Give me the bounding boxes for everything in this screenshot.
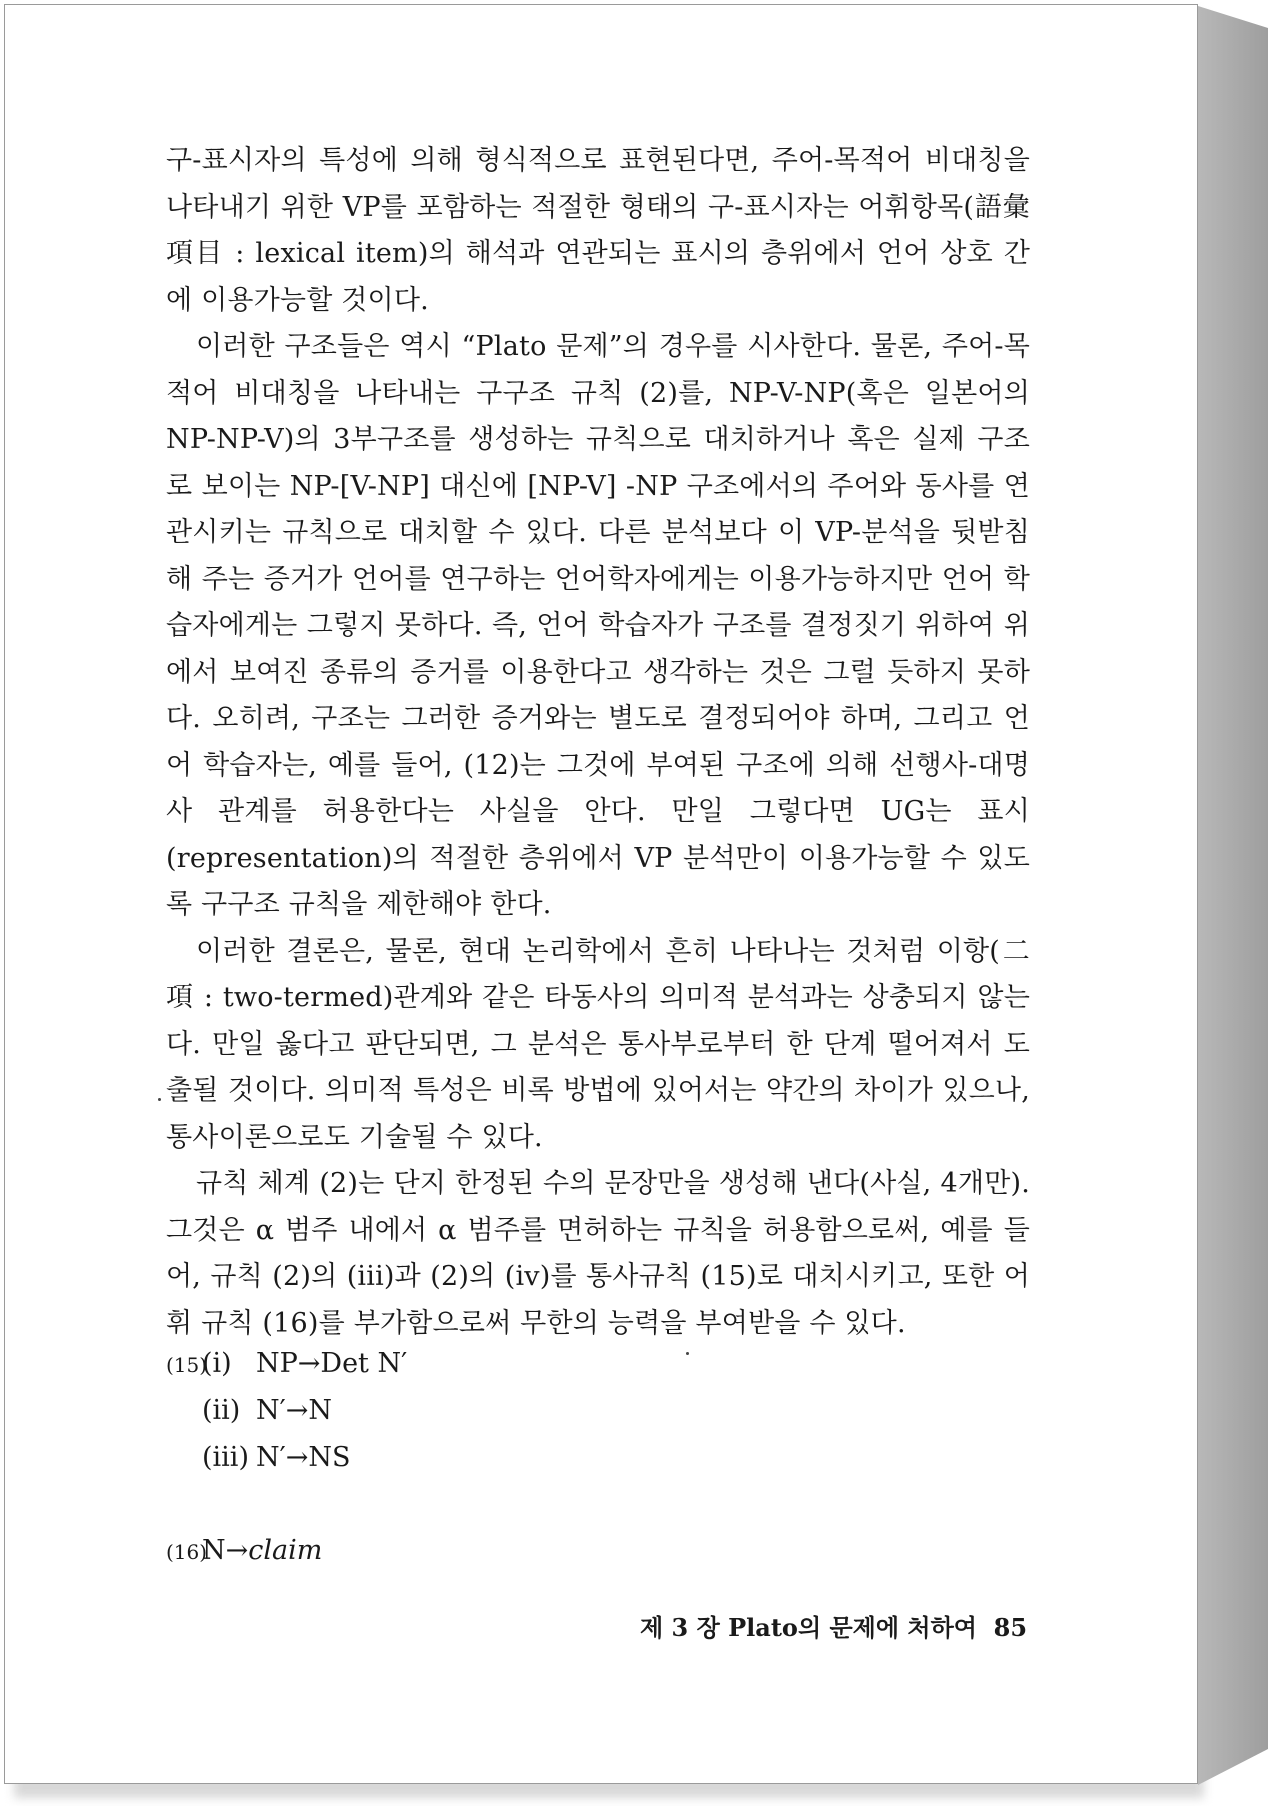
rule-16-rhs: claim bbox=[248, 1535, 323, 1566]
rule-15-line-2 bbox=[166, 1387, 407, 1434]
rule-16-line bbox=[166, 1527, 407, 1574]
scan-speck bbox=[158, 1098, 161, 1101]
rule-number-15: (15) bbox=[166, 1353, 208, 1377]
rule-sub-iii: (iii) bbox=[202, 1442, 249, 1473]
paragraph-2: 이러한 구조들은 역시 “Plato 문제”의 경우를 시사한다. 물론, 주어-목적어 비대칭을 나타내는 구구조 규칙 (2)를, NP-V-NP(혹은 일본어의 NP-NP-V)의 3부구조를 생성하는 규칙으로 대치하거나 혹은 실제 구조로 보이는 NP-[V-NP] 대신에 [NP-V] -NP 구조에서의 주어와 동사를 연관시키는 규칙으로 대치할 수 있다. 다른 분석보다 이 VP-분석을 뒷받침해 주는 증거가 언어를 연구하는 언어학자에게는 이용가능하지만 언어 학습자에게는 그렇지 못하다. 즉, 언어 학습자가 구조를 결정짓기 위하여 위에서 보여진 종류의 증거를 이용한다고 생각하는 것은 그럴 듯하지 못하다. 오히려, 구조는 그러한 증거와는 별도로 결정되어야 하며, 그리고 언어 학습자는, 예를 들어, (12)는 그것에 부여된 구조에 의해 선행사-대명사 관계를 허용한다는 사실을 안다. 만일 그렇다면 UG는 표시(representation)의 적절한 층위에서 VP 분석만이 이용가능할 수 있도록 구구조 규칙을 제한해야 한다. bbox=[166, 331, 1030, 920]
paragraph-3: 이러한 결론은, 물론, 현대 논리학에서 흔히 나타나는 것처럼 이항(二項 : two-termed)관계와 같은 타동사의 의미적 분석과는 상충되지 않는다. 만일 옳다고 판단되면, 그 분석은 통사부로부터 한 단계 떨어져서 도출될 것이다. 의미적 특성은 비록 방법에 있어서는 약간의 차이가 있으나, 통사이론으로도 기술될 수 있다. bbox=[166, 935, 1030, 1153]
rule-block bbox=[166, 1340, 407, 1574]
rule-text-iii: N′→NS bbox=[256, 1442, 351, 1473]
paragraph-4: 규칙 체계 (2)는 단지 한정된 수의 문장만을 생성해 낸다(사실, 4개만). 그것은 α 범주 내에서 α 범주를 면허하는 규칙을 허용함으로써, 예를 들어, 규칙 (2)의 (iii)과 (2)의 (iv)를 통사규칙 (15)로 대치시키고, 또한 어휘 규칙 (16)를 부가함으로써 무한의 능력을 부여받을 수 있다. bbox=[166, 1168, 1030, 1339]
rule-15-line-1 bbox=[166, 1340, 407, 1387]
running-head: 제 3 장 Plato의 문제에 처하여 bbox=[640, 1613, 977, 1642]
scan-speck bbox=[686, 1352, 689, 1355]
body-text bbox=[166, 138, 1030, 1347]
page-number: 85 bbox=[993, 1613, 1028, 1642]
page-footer bbox=[640, 1608, 1028, 1643]
rule-text-ii: N′→N bbox=[256, 1395, 333, 1426]
paragraph-1: 구-표시자의 특성에 의해 형식적으로 표현된다면, 주어-목적어 비대칭을 나타내기 위한 VP를 포함하는 적절한 형태의 구-표시자는 어휘항목(語彙項目 : lexical item)의 해석과 연관되는 표시의 층위에서 언어 상호 간에 이용가능할 것이다. bbox=[166, 145, 1030, 316]
rule-15-line-3 bbox=[166, 1434, 407, 1481]
book-edge bbox=[1198, 6, 1268, 1786]
rule-16-lhs: N→ bbox=[202, 1535, 249, 1566]
rule-number-16: (16) bbox=[166, 1540, 208, 1564]
rule-text-i: NP→Det N′ bbox=[256, 1348, 408, 1379]
rule-sub-i: (i) bbox=[202, 1348, 232, 1379]
rule-sub-ii: (ii) bbox=[202, 1395, 241, 1426]
